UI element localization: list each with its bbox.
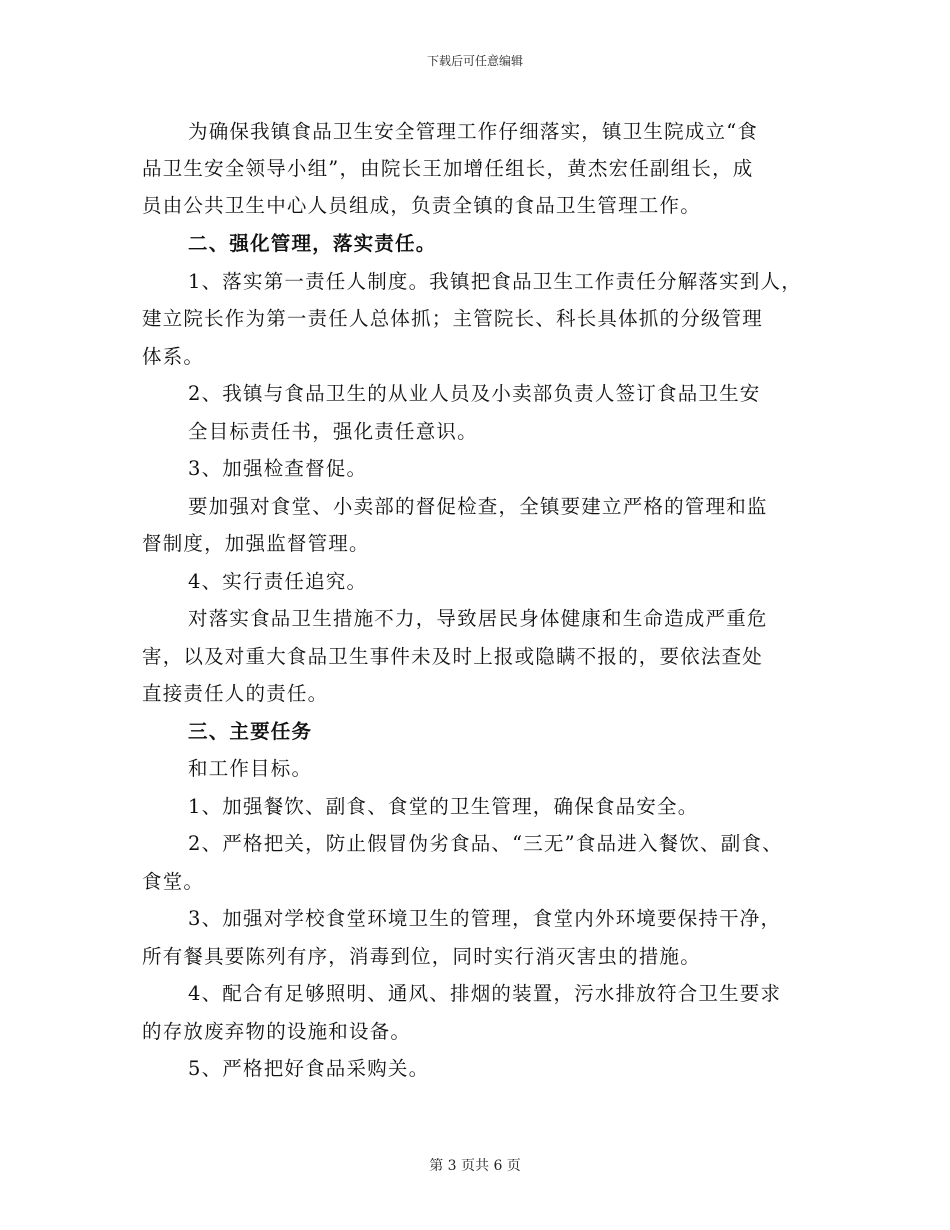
text-line: 4、配合有足够照明、通风、排烟的装置，污水排放符合卫生要求	[188, 982, 782, 1005]
text-line: 的存放废弃物的设施和设备。	[142, 1020, 412, 1043]
text-line: 为确保我镇食品卫生安全管理工作仔细落实，镇卫生院成立“食	[188, 120, 759, 143]
text-line: 和工作目标。	[188, 757, 313, 780]
text-line: 要加强对食堂、小卖部的督促检查，全镇要建立严格的管理和监	[188, 495, 768, 518]
text-line: 害，以及对重大食品卫生事件未及时上报或隐瞒不报的，要依法查处	[142, 645, 764, 668]
text-line: 2、我镇与食品卫生的从业人员及小卖部负责人签订食品卫生安	[188, 382, 761, 405]
page-header: 下载后可任意编辑	[426, 54, 523, 68]
text-line: 食堂。	[142, 870, 205, 893]
text-line: 3、加强检查督促。	[188, 457, 368, 480]
section-heading: 三、主要任务	[188, 720, 313, 743]
text-line: 督制度，加强监督管理。	[142, 532, 370, 555]
text-line: 对落实食品卫生措施不力，导致居民身体健康和生命造成严重危	[188, 607, 768, 630]
text-line: 3、加强对学校食堂环境卫生的管理，食堂内外环境要保持干净，	[188, 907, 782, 930]
text-line: 直接责任人的责任。	[142, 682, 329, 705]
text-line: 1、落实第一责任人制度。我镇把食品卫生工作责任分解落实到人，	[188, 270, 802, 293]
text-line: 2、严格把关，防止假冒伪劣食品、“三无”食品进入餐饮、副食、	[188, 832, 783, 855]
text-line: 4、实行责任追究。	[188, 570, 368, 593]
text-line: 体系。	[142, 345, 205, 368]
text-line: 员由公共卫生中心人员组成，负责全镇的食品卫生管理工作。	[142, 194, 701, 217]
text-line: 品卫生安全领导小组”，由院长王加增任组长，黄杰宏任副组长，成	[142, 157, 754, 180]
page-footer: 第 3 页共 6 页	[429, 1158, 521, 1174]
text-line: 5、严格把好食品采购关。	[188, 1057, 430, 1080]
text-line: 所有餐具要陈列有序，消毒到位，同时实行消灭害虫的措施。	[142, 945, 701, 968]
text-line: 1、加强餐饮、副食、食堂的卫生管理，确保食品安全。	[188, 795, 699, 818]
text-line: 建立院长作为第一责任人总体抓；主管院长、科长具体抓的分级管理	[142, 307, 764, 330]
section-heading: 二、强化管理，落实责任。	[188, 232, 437, 255]
text-line: 全目标责任书，强化责任意识。	[188, 420, 478, 443]
